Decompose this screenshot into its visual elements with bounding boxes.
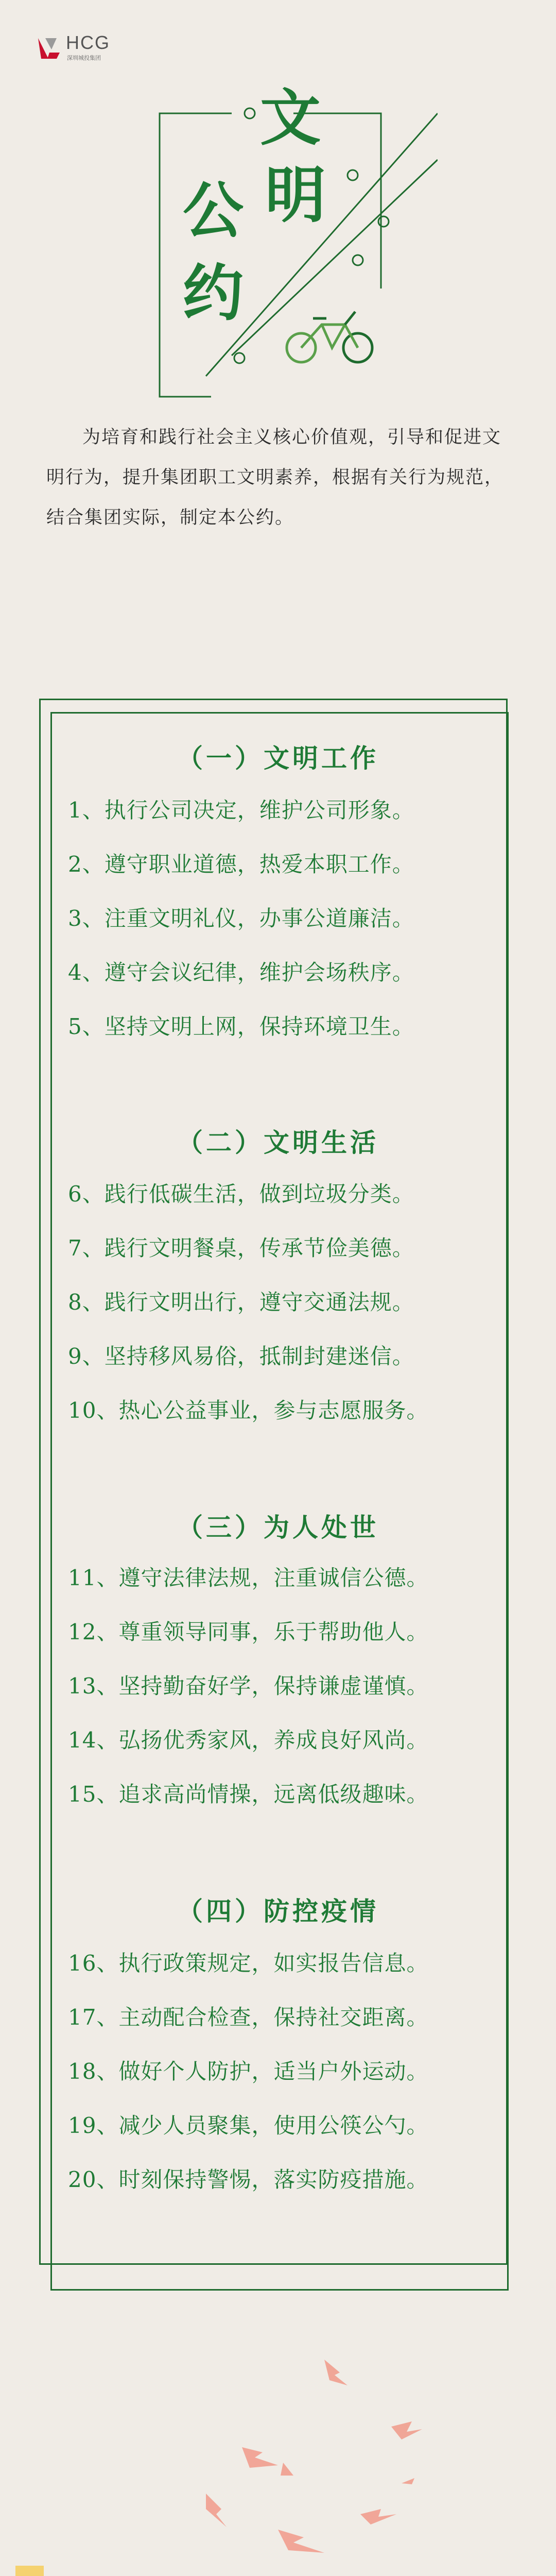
logo-subtitle: 深圳城投集团 <box>67 55 101 61</box>
bird-icon <box>391 2421 422 2439</box>
title-char-yue: 约 <box>183 257 244 329</box>
bird-icon <box>206 2494 227 2527</box>
intro-text: 为培育和践行社会主义核心价值观，引导和促进文明行为，提升集团职工文明素养，根据有关行为规范，结合集团实际，制定本公约。 <box>46 427 504 528</box>
list-item: 3、注重文明礼仪，办事公道廉洁。 <box>68 906 414 931</box>
list-item: 11、遵守法律法规，注重诚信公德。 <box>68 1565 429 1590</box>
title-char-gong: 公 <box>183 175 244 246</box>
list-item: 18、做好个人防护，适当户外运动。 <box>68 2059 429 2084</box>
logo-text: HCG <box>66 32 110 53</box>
section-title-wenming-shenghuo: （二）文明生活 <box>177 1127 379 1158</box>
intro-paragraph <box>46 417 510 538</box>
birds <box>206 2360 422 2553</box>
list-item: 10、热心公益事业，参与志愿服务。 <box>68 1398 429 1423</box>
list-item: 12、尊重领导同事，乐于帮助他人。 <box>68 1619 429 1645</box>
list-item: 7、践行文明餐桌，传承节俭美德。 <box>68 1235 414 1261</box>
section-title-fangkong-yiqing: （四）防控疫情 <box>177 1896 379 1926</box>
city-skyline-illustration <box>0 2349 556 2576</box>
content-frame-inner <box>50 712 509 2291</box>
bird-icon <box>278 2530 324 2553</box>
list-item: 19、减少人员聚集，使用公筷公勺。 <box>68 2113 429 2138</box>
bird-icon <box>324 2360 348 2385</box>
title-char-wen: 文 <box>260 82 321 154</box>
list-item: 16、执行政策规定，如实报告信息。 <box>68 1951 429 1976</box>
list-item: 15、追求高尚情操，远离低级趣味。 <box>68 1782 429 1807</box>
list-item: 17、主动配合检查，保持社交距离。 <box>68 2005 429 2030</box>
bicycle-icon <box>283 304 376 366</box>
list-item: 5、坚持文明上网，保持环境卫生。 <box>68 1014 414 1039</box>
bird-icon <box>360 2509 396 2524</box>
list-item: 1、执行公司决定，维护公司形象。 <box>68 798 414 823</box>
title-artwork <box>149 82 438 402</box>
list-item: 13、坚持勤奋好学，保持谦虚谨慎。 <box>68 1673 429 1699</box>
list-item: 9、坚持移风易俗，抵制封建迷信。 <box>68 1344 414 1369</box>
list-item: 6、践行低碳生活，做到垃圾分类。 <box>68 1181 414 1207</box>
company-logo <box>36 32 170 68</box>
bird-icon <box>242 2447 278 2468</box>
list-item: 2、遵守职业道德，热爱本职工作。 <box>68 852 414 877</box>
list-item: 8、践行文明出行，遵守交通法规。 <box>68 1290 414 1315</box>
title-char-ming: 明 <box>265 159 326 231</box>
list-item: 20、时刻保持警惕，落实防疫措施。 <box>68 2167 429 2192</box>
bird-icon <box>402 2478 414 2484</box>
list-item: 4、遵守会议纪律，维护会场秩序。 <box>68 960 414 985</box>
section-title-weiren-chushi: （三）为人处世 <box>177 1512 379 1543</box>
bird-icon <box>281 2463 293 2476</box>
hcg-logo-icon <box>36 35 62 62</box>
list-item: 14、弘扬优秀家风，养成良好风尚。 <box>68 1727 429 1753</box>
buildings <box>0 2566 556 2576</box>
section-title-wenming-gongzuo: （一）文明工作 <box>177 743 379 773</box>
